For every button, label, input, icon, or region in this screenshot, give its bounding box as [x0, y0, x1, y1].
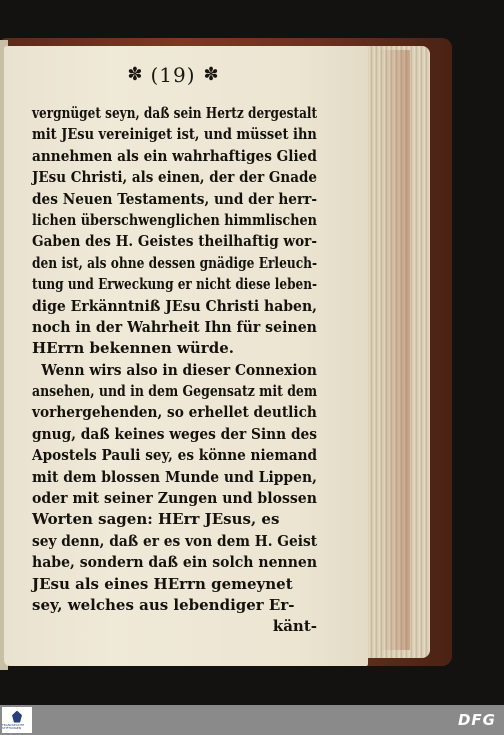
page-shadow — [380, 50, 410, 650]
text-line-content: gnug, daß keines weges der Sinn des — [32, 424, 318, 443]
text-line-content: mit JEsu vereiniget ist, und müsset ihn — [32, 125, 317, 144]
text-line — [32, 253, 317, 274]
text-line-content: den ist, als ohne dessen gnädige Erleuch- — [32, 253, 318, 272]
text-line — [32, 167, 317, 188]
institution-logo[interactable] — [2, 707, 32, 733]
text-line-content: mit dem blossen Munde und Lippen, — [32, 467, 317, 486]
catchword — [32, 616, 317, 637]
text-line-content: vergnüget seyn, daß sein Hertz dergestalt — [32, 104, 318, 122]
page-header — [118, 62, 228, 88]
text-line — [32, 445, 317, 466]
text-line — [32, 552, 317, 573]
text-line-content: sey, welches aus lebendiger Er- — [32, 595, 295, 614]
ornament-left-icon: ✽ — [127, 64, 143, 85]
text-line-content: Wenn wirs also in dieser Connexion — [41, 360, 317, 379]
text-line-content: oder mit seiner Zungen und blossen — [32, 489, 317, 508]
text-line — [32, 424, 317, 445]
text-line — [32, 381, 317, 402]
text-line-content: tung und Erweckung er nicht diese leben- — [32, 275, 318, 294]
text-line-content: HErrn bekennen würde. — [32, 339, 234, 358]
text-line — [32, 595, 317, 616]
text-line — [32, 124, 317, 145]
text-line-content: noch in der Wahrheit Ihn für seinen — [32, 317, 317, 336]
text-line-content: sey denn, daß er es von dem H. Geist — [32, 531, 318, 550]
text-line-content: dige Erkänntniß JEsu Christi haben, — [32, 296, 318, 315]
text-line — [32, 467, 317, 488]
text-line-content: JEsu als eines HErrn gemeynet — [32, 574, 293, 593]
viewer-footer — [0, 705, 504, 735]
text-line — [32, 360, 317, 381]
text-line — [32, 296, 317, 317]
text-line — [32, 146, 317, 167]
text-line — [32, 274, 317, 295]
text-line-content: vorhergehenden, so erhellet deutlich — [32, 403, 317, 422]
text-line — [32, 574, 317, 595]
text-line-content: Worten sagen: HErr JEsus, es — [32, 510, 280, 529]
text-line-content: lichen überschwenglichen himmlischen — [32, 210, 317, 229]
text-line-content: ansehen, und in dem Gegensatz mit dem — [32, 382, 318, 401]
logo-mark-icon — [12, 711, 22, 723]
text-line — [32, 189, 317, 210]
page-number: (19) — [150, 63, 196, 87]
text-line-content: JEsu Christi, als einen, der der Gnade — [32, 168, 317, 187]
text-line-content: habe, sondern daß ein solch nennen — [32, 553, 318, 572]
ornament-right-icon: ✽ — [203, 64, 219, 85]
text-line — [32, 531, 317, 552]
text-line — [32, 231, 317, 252]
text-line-content: Gaben des H. Geistes theilhaftig wor- — [32, 232, 317, 251]
text-line-content: annehmen als ein wahrhaftiges Glied — [32, 146, 317, 165]
text-line-content: Apostels Pauli sey, es könne niemand — [32, 446, 318, 465]
text-line — [32, 210, 317, 231]
text-line — [32, 317, 317, 338]
body-text — [32, 103, 317, 638]
dfg-logo[interactable]: DFG — [457, 711, 496, 729]
text-line — [32, 509, 317, 530]
text-line — [32, 338, 317, 359]
text-line — [32, 488, 317, 509]
text-line — [32, 402, 317, 423]
text-line-content: des Neuen Testaments, und der herr- — [32, 189, 318, 208]
logo-text: FRANCKESCHE STIFTUNGEN — [2, 722, 25, 730]
catchword-text: känt- — [272, 617, 317, 636]
text-line — [32, 103, 317, 124]
